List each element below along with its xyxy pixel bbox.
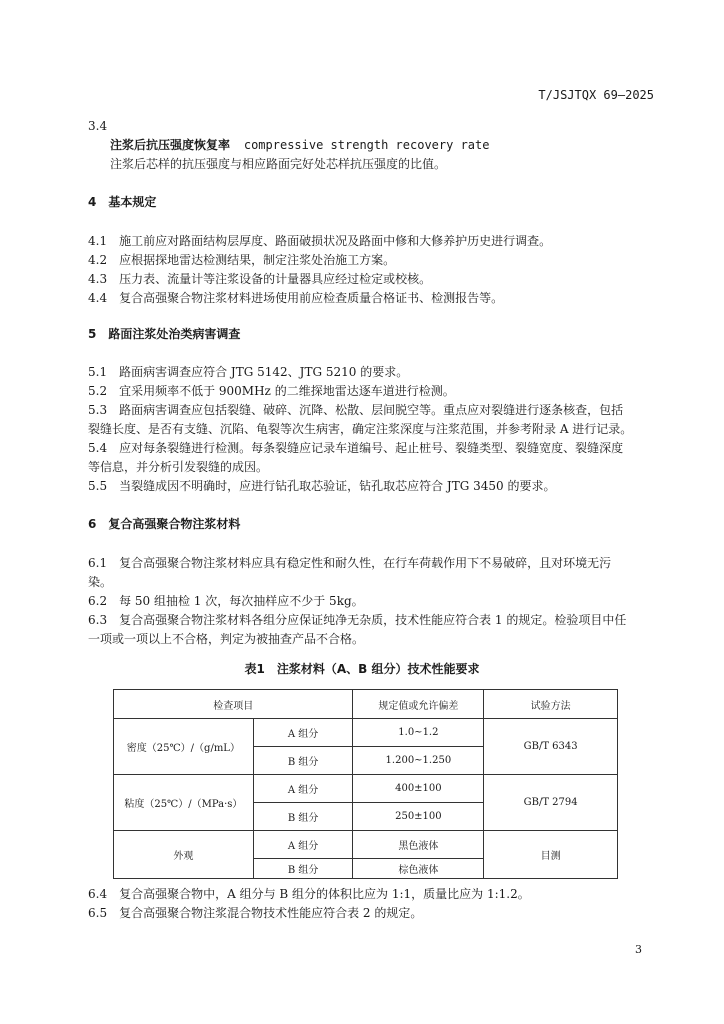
table-row: [114, 831, 618, 859]
clause: 6.5 复合高强聚合物注浆混合物技术性能应符合表 2 的规定。: [88, 906, 423, 920]
term-definition: 注浆后芯样的抗压强度与相应路面完好处芯样抗压强度的比值。: [110, 157, 447, 171]
clause: 5.4 应对每条裂缝进行检测。每条裂缝应记录车道编号、起止桩号、裂缝类型、裂缝宽度、裂缝深度: [88, 441, 624, 455]
value-cell: 250±100: [353, 803, 484, 831]
component-cell: A 组分: [253, 719, 353, 747]
header-cell: 规定值或允许偏差: [353, 690, 484, 719]
clause-number: 3.4: [88, 119, 108, 133]
header-cell: 试验方法: [484, 690, 618, 719]
clause: 4.2 应根据探地雷达检测结果，制定注浆处治施工方案。: [88, 253, 396, 267]
method-cell: GB/T 2794: [484, 775, 618, 831]
clause: 4.1 施工前应对路面结构层厚度、路面破损状况及路面中修和大修养护历史进行调查。: [88, 234, 552, 248]
method-cell: GB/T 6343: [484, 719, 618, 775]
value-cell: 1.200~1.250: [353, 747, 484, 775]
clause: 5.1 路面病害调查应符合 JTG 5142、JTG 5210 的要求。: [88, 365, 409, 379]
term-chinese: 注浆后抗压强度恢复率: [110, 138, 231, 152]
clause: 6.1 复合高强聚合物注浆材料应具有稳定性和耐久性，在行车荷载作用下不易破碎，且对环境无污: [88, 556, 612, 570]
term-entry: [110, 137, 489, 153]
spec-table: [113, 689, 618, 879]
value-cell: 黑色液体: [353, 831, 484, 859]
value-cell: 棕色液体: [353, 859, 484, 879]
component-cell: A 组分: [253, 831, 353, 859]
clause-continued: 染。: [88, 575, 113, 589]
component-cell: B 组分: [253, 803, 353, 831]
document-code: T/JSJTQX 69—2025: [538, 88, 654, 102]
table-row: [114, 719, 618, 747]
clause-continued: 等信息，并分析引发裂缝的成因。: [88, 460, 269, 474]
value-cell: 400±100: [353, 775, 484, 803]
clause: 5.5 当裂缝成因不明确时，应进行钻孔取芯验证，钻孔取芯应符合 JTG 3450 的要求。: [88, 479, 556, 493]
header-cell: 检查项目: [114, 690, 353, 719]
clause: 5.3 路面病害调查应包括裂缝、破碎、沉降、松散、层间脱空等。重点应对裂缝进行逐条核查，包括: [88, 403, 624, 417]
item-cell: 粘度（25℃）/（MPa·s）: [114, 775, 254, 831]
clause: 6.4 复合高强聚合物中，A 组分与 B 组分的体积比应为 1:1，质量比应为 1:1.2。: [88, 887, 530, 901]
clause: 6.2 每 50 组抽检 1 次，每次抽样应不少于 5kg。: [88, 594, 364, 608]
clause: 4.3 压力表、流量计等注浆设备的计量器具应经过检定或校核。: [88, 272, 432, 286]
table-header-row: [114, 690, 618, 719]
clause: 4.4 复合高强聚合物注浆材料进场使用前应检查质量合格证书、检测报告等。: [88, 291, 504, 305]
page-number: 3: [635, 943, 642, 956]
method-cell: 目测: [484, 831, 618, 879]
value-cell: 1.0~1.2: [353, 719, 484, 747]
section-title: 4 基本规定: [88, 195, 157, 209]
component-cell: B 组分: [253, 859, 353, 879]
item-cell: 密度（25℃）/（g/mL）: [114, 719, 254, 775]
clause: 5.2 宜采用频率不低于 900MHz 的二维探地雷达逐车道进行检测。: [88, 384, 455, 398]
clause-continued: 一项或一项以上不合格，判定为被抽查产品不合格。: [88, 632, 365, 646]
term-english: compressive strength recovery rate: [243, 138, 490, 152]
item-cell: 外观: [114, 831, 254, 879]
clause: 6.3 复合高强聚合物注浆材料各组分应保证纯净无杂质，技术性能应符合表 1 的规定。检验项目中任: [88, 613, 627, 627]
component-cell: B 组分: [253, 747, 353, 775]
section-title: 5 路面注浆处治类病害调查: [88, 327, 241, 341]
clause-continued: 裂缝长度、是否有支缝、沉陷、龟裂等次生病害，确定注浆深度与注浆范围，并参考附录 A 进行记录。: [88, 422, 633, 436]
section-title: 6 复合高强聚合物注浆材料: [88, 517, 241, 531]
table-caption: 表1 注浆材料（A、B 组分）技术性能要求: [244, 662, 480, 676]
component-cell: A 组分: [253, 775, 353, 803]
table-row: [114, 775, 618, 803]
